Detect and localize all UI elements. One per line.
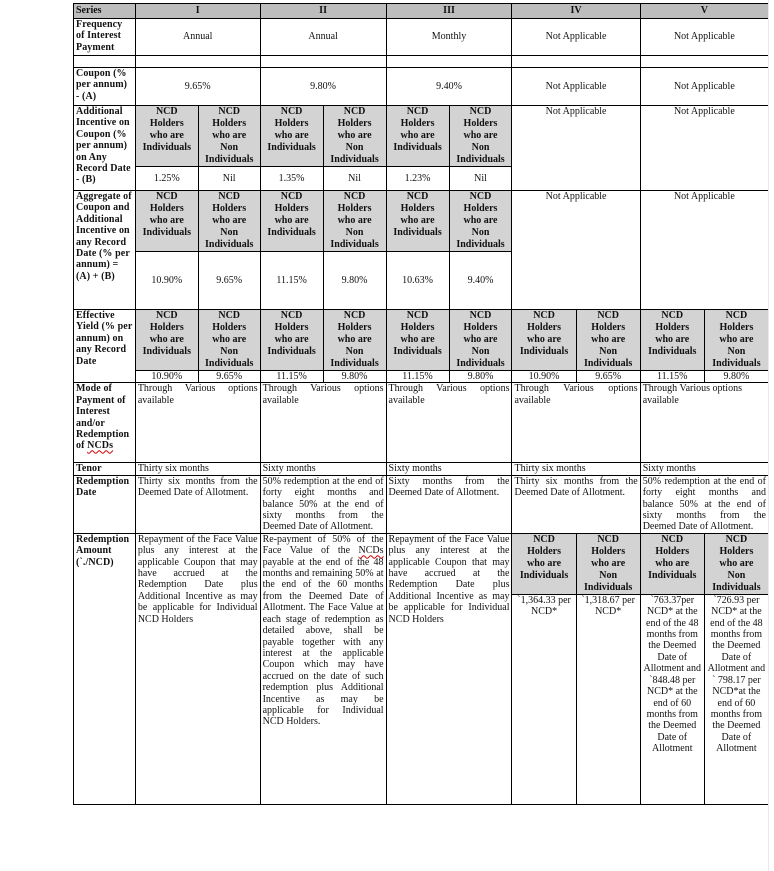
effective-yield-i-non-individual: 9.65% [198,371,260,383]
spacer-row [74,56,769,68]
holder-label-line: Holders [527,545,561,557]
effective-yield-holder-row [74,310,769,371]
holder-individual-label [386,310,449,371]
holder-individual-label [135,310,198,371]
frequency-ii: Annual [260,19,386,56]
holder-label-line: NCD [343,191,366,202]
holder-label-line: Non [220,346,239,357]
holder-non-individual-label [323,310,386,371]
tenor-v: Sixty months [640,463,768,475]
holder-label-line: Individuals [456,154,505,165]
effective-yield-iv-individual: 10.90% [512,371,576,383]
additional-incentive-holder-row [74,106,769,167]
aggregate-i-non-individual: 9.65% [198,252,260,310]
effective-yield-iv-non-individual: 9.65% [576,371,640,383]
holder-label-line: who are [337,334,372,345]
holder-individual-label [260,106,323,167]
holder-label-line: NCD [469,191,492,202]
tenor-label: Tenor [74,463,136,475]
aggregate-iv: Not Applicable [512,191,640,310]
additional-incentive-label: Additional Incentive on Coupon (% per annum) on Any Record Date - (B) [74,106,136,191]
holder-label-line: Individuals [330,154,379,165]
series-header-iii: III [386,4,512,19]
holder-label-line: who are [400,334,435,345]
redemption-date-row [74,475,769,533]
aggregate-ii-individual: 11.15% [260,252,323,310]
holder-label-line: NCD [280,106,303,117]
redemption-amount-i: Repayment of the Face Value plus any interest at the applicable Coupon that may have accrued at the Redemption Date plus Additional Incentive as may be applicable for Individual NCD Holders [135,533,260,804]
holder-label-line: who are [400,130,435,141]
holder-label-line: Holders [274,203,309,214]
holder-label-line: NCD [661,310,684,321]
holder-label-line: Holders [719,322,754,333]
holder-label-line: who are [149,334,184,345]
holder-label-line: NCD [661,533,684,545]
holder-label-line: who are [400,215,435,226]
coupon-iii: 9.40% [386,68,512,106]
series-header-label: Series [74,4,136,19]
holder-label-line: Holders [149,118,184,129]
redemption-date-label: Redemption Date [74,475,136,533]
holder-label-line: Holders [463,322,498,333]
holder-label-line: Non [727,346,746,357]
holder-label-line: Holders [591,545,626,557]
holder-label-line: who are [274,334,309,345]
additional-incentive-ii-individual: 1.35% [260,167,323,191]
holder-label-line: Individuals [142,142,191,153]
mode-of-payment-label-text: Mode of Payment of Interest and/or Redemption of [76,383,130,452]
aggregate-label: Aggregate of Coupon and Additional Incentive on any Record Date (% per annum) = (A) + (B) [74,191,136,310]
holder-label-line: Non [220,227,239,238]
holder-label-line: who are [274,130,309,141]
tenor-ii: Sixty months [260,463,386,475]
holder-label-line: Individuals [648,569,697,581]
holder-label-line: Holders [655,545,690,557]
holder-label-line: NCD [469,106,492,117]
holder-label-line: Holders [463,203,498,214]
mode-of-payment-row [74,383,769,463]
holder-label-line: NCD [406,191,429,202]
redemption-amount-ii-ncds: NCDs [358,545,384,557]
holder-label-line: NCD [343,310,366,321]
holder-label-line: Holders [400,203,435,214]
holder-label-line: Individuals [583,581,633,593]
holder-non-individual-label [449,191,512,252]
redemption-date-i: Thirty six months from the Deemed Date of Allotment. [135,475,260,533]
coupon-v: Not Applicable [640,68,768,106]
redemption-amount-iv-individual: `1,364.33 per NCD* [512,594,576,804]
coupon-iv: Not Applicable [512,68,640,106]
holder-label-line: Individuals [267,142,316,153]
holder-label-line: Holders [149,203,184,214]
holder-label-line: who are [463,334,498,345]
holder-non-individual-label [576,533,640,594]
holder-label-line: NCD [155,310,178,321]
holder-label-line: who are [527,557,562,569]
series-header-ii: II [260,4,386,19]
holder-label-line: Individuals [205,358,254,369]
holder-individual-label [386,106,449,167]
effective-yield-ii-non-individual: 9.80% [323,371,386,383]
holder-individual-label [386,191,449,252]
holder-label-line: Holders [400,322,435,333]
holder-label-line: Non [471,142,490,153]
holder-label-line: Holders [591,322,626,333]
holder-non-individual-label [449,310,512,371]
effective-yield-iii-non-individual: 9.80% [449,371,512,383]
holder-label-line: NCD [725,310,748,321]
additional-incentive-v: Not Applicable [640,106,768,191]
holder-label-line: who are [149,215,184,226]
holder-label-line: Individuals [393,142,442,153]
coupon-label: Coupon (% per annum) - (A) [74,68,136,106]
additional-incentive-i-individual: 1.25% [135,167,198,191]
holder-label-line: Holders [212,118,247,129]
effective-yield-iii-individual: 11.15% [386,371,449,383]
holder-label-line: who are [337,130,372,141]
holder-label-line: Individuals [205,239,254,250]
holder-label-line: Non [471,346,490,357]
effective-yield-ii-individual: 11.15% [260,371,323,383]
ncd-series-table-container [73,3,769,805]
holder-label-line: Non [345,346,364,357]
holder-non-individual-label [576,310,640,371]
holder-label-line: NCD [725,533,748,545]
holder-label-line: Individuals [456,358,505,369]
holder-label-line: Individuals [648,346,697,357]
frequency-v: Not Applicable [640,19,768,56]
holder-label-line: Holders [149,322,184,333]
coupon-i: 9.65% [135,68,260,106]
redemption-amount-ii [260,533,386,804]
mode-of-payment-label-ncds: NCDs [87,440,114,452]
holder-label-line: Individuals [519,569,569,581]
holder-label-line: Individuals [519,346,569,357]
holder-label-line: NCD [406,310,429,321]
holder-label-line: who are [527,334,562,345]
mode-of-payment-ii: Through Various options available [260,383,386,463]
holder-label-line: Holders [274,118,309,129]
page-edge [768,0,774,871]
holder-individual-label [135,106,198,167]
holder-individual-label [512,310,576,371]
holder-label-line: Individuals [142,346,191,357]
holder-label-line: NCD [343,106,366,117]
holder-individual-label [640,533,704,594]
redemption-amount-holder-row [74,533,769,594]
additional-incentive-iii-non-individual: Nil [449,167,512,191]
holder-label-line: Individuals [393,346,442,357]
holder-label-line: who are [719,334,754,345]
holder-label-line: NCD [533,533,555,545]
holder-individual-label [512,533,576,594]
holder-label-line: Individuals [142,227,191,238]
holder-label-line: Non [345,142,364,153]
holder-non-individual-label [198,106,260,167]
coupon-row [74,68,769,106]
frequency-i: Annual [135,19,260,56]
tenor-iv: Thirty six months [512,463,640,475]
holder-label-line: Non [599,346,618,357]
holder-label-line: who are [337,215,372,226]
holder-label-line: Holders [527,322,561,333]
mode-of-payment-v: Through Various options available [640,383,768,463]
redemption-amount-v-individual: `763.37per NCD* at the end of the 48 months from the Deemed Date of Allotment and `848.48 per NCD* at the end of 60 months from the Deemed Date of Allotment [640,594,704,804]
holder-label-line: who are [212,334,247,345]
redemption-amount-label: Redemption Amount (`./NCD) [74,533,136,804]
holder-label-line: Individuals [712,581,761,593]
holder-label-line: Individuals [330,239,379,250]
mode-of-payment-label [74,383,136,463]
holder-label-line: Holders [212,322,247,333]
holder-label-line: NCD [280,310,303,321]
aggregate-v: Not Applicable [640,191,768,310]
holder-label-line: Individuals [205,154,254,165]
holder-label-line: NCD [218,106,241,117]
additional-incentive-i-non-individual: Nil [198,167,260,191]
holder-label-line: NCD [533,310,555,321]
holder-label-line: Individuals [267,346,316,357]
holder-label-line: Non [599,569,618,581]
holder-non-individual-label [323,191,386,252]
holder-non-individual-label [198,310,260,371]
holder-label-line: Holders [719,545,754,557]
redemption-date-v: 50% redemption at the end of forty eight months and balance 50% at the end of sixty months from the Deemed Date of Allotment. [640,475,768,533]
holder-label-line: Individuals [456,239,505,250]
holder-label-line: NCD [597,533,619,545]
redemption-amount-v-non-individual: `726.93 per NCD* at the end of the 48 months from the Deemed Date of Allotment and ` 798.17 per NCD*at the end of 60 months from the Deemed Date of Allotment [704,594,768,804]
holder-label-line: who are [719,557,754,569]
holder-non-individual-label [704,310,768,371]
holder-label-line: who are [591,557,626,569]
holder-individual-label [260,191,323,252]
holder-label-line: who are [655,557,690,569]
ncd-series-table [73,3,769,805]
holder-label-line: who are [591,334,626,345]
holder-label-line: Holders [337,322,372,333]
holder-label-line: Holders [400,118,435,129]
aggregate-iii-individual: 10.63% [386,252,449,310]
holder-label-line: NCD [469,310,492,321]
frequency-row [74,19,769,56]
holder-individual-label [640,310,704,371]
holder-label-line: Holders [463,118,498,129]
holder-label-line: Individuals [330,358,379,369]
effective-yield-value-row [74,371,769,383]
frequency-iii: Monthly [386,19,512,56]
series-header-iv: IV [512,4,640,19]
holder-label-line: who are [212,130,247,141]
holder-label-line: Non [220,142,239,153]
holder-label-line: Non [471,227,490,238]
effective-yield-label: Effective Yield (% per annum) on any Record Date [74,310,136,383]
holder-label-line: NCD [280,191,303,202]
holder-label-line: Holders [337,203,372,214]
holder-label-line: who are [274,215,309,226]
holder-label-line: who are [149,130,184,141]
redemption-date-iii: Sixty months from the Deemed Date of Allotment. [386,475,512,533]
holder-individual-label [260,310,323,371]
holder-label-line: who are [463,130,498,141]
redemption-amount-ii-text-b: payable at the end of the 48 months and remaining 50% at the end of the 60 months from the Deemed Date of Allotment. The Face Value at each stage of redemption as detailed above, shall be payable together with any interest at the applicable Coupon which may have accrued on the date of such redemption plus Additional Incentive as may be applicable for Individual NCD Holders. [262,556,384,728]
holder-label-line: Non [727,569,746,581]
additional-incentive-ii-non-individual: Nil [323,167,386,191]
aggregate-ii-non-individual: 9.80% [323,252,386,310]
holder-label-line: who are [463,215,498,226]
additional-incentive-iii-individual: 1.23% [386,167,449,191]
aggregate-i-individual: 10.90% [135,252,198,310]
frequency-iv: Not Applicable [512,19,640,56]
holder-label-line: NCD [218,191,241,202]
series-header-i: I [135,4,260,19]
holder-non-individual-label [323,106,386,167]
additional-incentive-iv: Not Applicable [512,106,640,191]
coupon-ii: 9.80% [260,68,386,106]
tenor-i: Thirty six months [135,463,260,475]
holder-label-line: Holders [212,203,247,214]
holder-label-line: Individuals [393,227,442,238]
holder-label-line: Individuals [583,358,633,369]
tenor-row [74,463,769,475]
holder-label-line: Holders [655,322,690,333]
holder-label-line: Holders [274,322,309,333]
effective-yield-i-individual: 10.90% [135,371,198,383]
holder-label-line: NCD [218,310,241,321]
mode-of-payment-i: Through Various options available [135,383,260,463]
redemption-amount-iii: Repayment of the Face Value plus any interest at the applicable Coupon that may have accrued at the Redemption Date plus Additional Incentive as may be applicable for Individual NCD Holders [386,533,512,804]
holder-non-individual-label [198,191,260,252]
holder-label-line: NCD [155,106,178,117]
holder-label-line: who are [212,215,247,226]
mode-of-payment-iv: Through Various options available [512,383,640,463]
holder-label-line: Holders [337,118,372,129]
holder-label-line: NCD [406,106,429,117]
redemption-amount-ii-text-a: Re-payment of 50% of the Face Value of the [262,533,384,557]
tenor-iii: Sixty months [386,463,512,475]
holder-label-line: NCD [597,310,619,321]
redemption-date-ii: 50% redemption at the end of forty eight months and balance 50% at the end of sixty months from the Deemed Date of Allotment. [260,475,386,533]
holder-non-individual-label [704,533,768,594]
holder-label-line: Individuals [267,227,316,238]
series-header-row [74,4,769,19]
effective-yield-v-non-individual: 9.80% [704,371,768,383]
holder-label-line: Individuals [712,358,761,369]
series-header-v: V [640,4,768,19]
aggregate-iii-non-individual: 9.40% [449,252,512,310]
holder-individual-label [135,191,198,252]
holder-label-line: Non [345,227,364,238]
holder-non-individual-label [449,106,512,167]
aggregate-holder-row [74,191,769,252]
mode-of-payment-iii: Through Various options available [386,383,512,463]
effective-yield-v-individual: 11.15% [640,371,704,383]
redemption-amount-iv-non-individual: `1,318.67 per NCD* [576,594,640,804]
holder-label-line: NCD [155,191,178,202]
redemption-date-iv: Thirty six months from the Deemed Date of Allotment. [512,475,640,533]
holder-label-line: who are [655,334,690,345]
frequency-label: Frequency of Interest Payment [74,19,136,56]
